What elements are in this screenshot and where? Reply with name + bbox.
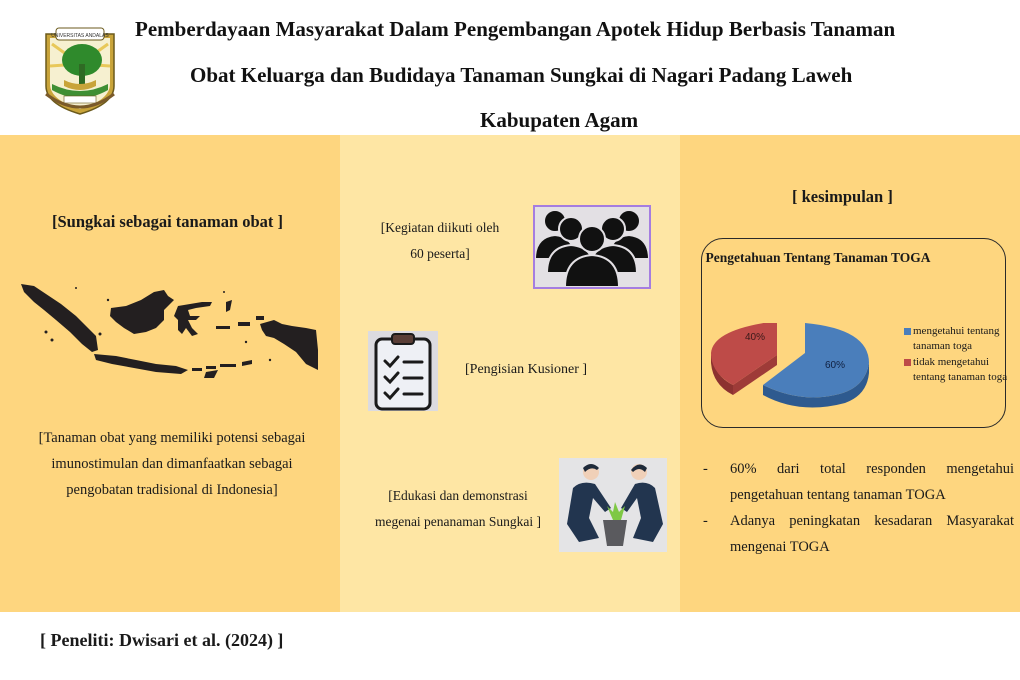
poster-title-line-1: Pemberdayaan Masyarakat Dalam Pengembangan Apotek Hidup Berbasis Tanaman bbox=[135, 17, 896, 41]
bullet-dash: - bbox=[703, 461, 708, 477]
education-line: megenai penanaman Sungkai ] bbox=[374, 514, 542, 529]
legend-swatch-red bbox=[904, 359, 911, 366]
conclusion-bullet-1 bbox=[680, 456, 1020, 508]
legend-swatch-blue bbox=[904, 328, 911, 335]
education-line: [Edukasi dan demonstrasi bbox=[388, 488, 528, 503]
chart-legend bbox=[904, 324, 1009, 386]
legend-label: mengetahui tentang tanaman toga bbox=[913, 325, 1000, 352]
activity-line: 60 peserta] bbox=[410, 246, 470, 261]
researcher-citation: [ Peneliti: Dwisari et al. (2024) ] bbox=[40, 630, 284, 650]
right-panel bbox=[680, 135, 1020, 612]
middle-panel bbox=[340, 135, 680, 612]
pie-chart-3d bbox=[705, 323, 895, 418]
people-group-icon bbox=[533, 205, 651, 289]
education-demo-text bbox=[358, 483, 558, 535]
left-panel bbox=[0, 135, 340, 612]
description-line: pengobatan tradisional di Indonesia] bbox=[66, 482, 278, 498]
bullet-dash: - bbox=[703, 513, 708, 529]
svg-text:60%: 60% bbox=[825, 360, 846, 371]
checklist-clipboard-icon bbox=[368, 331, 438, 411]
bullet-text: 60% dari total responden mengetahui pengetahuan tentang tanaman TOGA bbox=[730, 461, 1014, 503]
gardening-people-icon bbox=[559, 458, 667, 552]
description-line: imunostimulan dan dimanfaatkan sebagai bbox=[51, 456, 293, 472]
university-logo-icon bbox=[42, 24, 118, 116]
legend-item-mengetahui bbox=[904, 324, 1009, 353]
questionnaire-text: [Pengisian Kusioner ] bbox=[465, 362, 588, 377]
poster-header bbox=[0, 0, 1020, 135]
bullet-text: Adanya peningkatan kesadaran Masyarakat mengenai TOGA bbox=[730, 513, 1014, 555]
left-panel-heading: [Sungkai sebagai tanaman obat ] bbox=[52, 212, 284, 231]
svg-text:40%: 40% bbox=[745, 332, 766, 343]
poster-title-line-2: Obat Keluarga dan Budidaya Tanaman Sungkai di Nagari Padang Laweh bbox=[190, 63, 853, 87]
chart-title: Pengetahuan Tentang Tanaman TOGA bbox=[705, 250, 931, 265]
legend-label: tidak mengetahui tentang tanaman toga bbox=[913, 356, 1008, 383]
indonesia-map-icon bbox=[16, 280, 321, 380]
svg-text:UNIVERSITAS ANDALAS: UNIVERSITAS ANDALAS bbox=[51, 33, 109, 39]
description-line: [Tanaman obat yang memiliki potensi sebagai bbox=[38, 430, 306, 446]
poster-title-line-3: Kabupaten Agam bbox=[480, 108, 639, 132]
conclusion-heading: [ kesimpulan ] bbox=[792, 187, 893, 206]
activity-participants-text bbox=[360, 215, 520, 267]
legend-item-tidak-mengetahui bbox=[904, 355, 1009, 384]
conclusion-bullet-2 bbox=[680, 508, 1020, 560]
activity-line: [Kegiatan diikuti oleh bbox=[380, 220, 500, 235]
pie-chart-container bbox=[701, 238, 1006, 428]
left-panel-description bbox=[12, 425, 332, 503]
